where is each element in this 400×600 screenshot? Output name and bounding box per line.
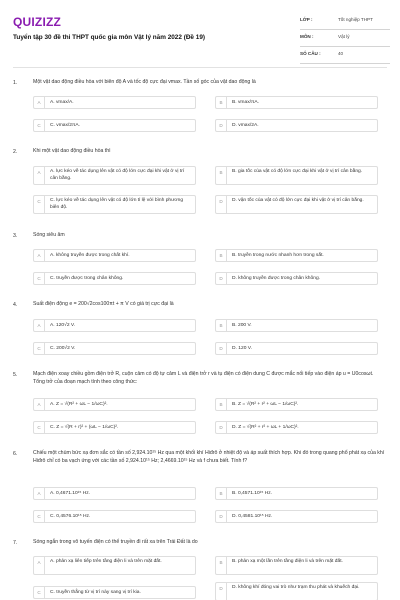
meta-value: 40 <box>338 51 344 56</box>
option-text: A. vmax/A. <box>50 100 74 105</box>
question-number: 7. <box>13 540 18 546</box>
option-text: A. lực kéo về tác dụng lên vật có độ lớn cực đại khi vật ở vị trí cân bằng. <box>50 169 185 181</box>
option-letter: B <box>216 250 227 261</box>
option-text: A. phản xạ liên tiếp trên tầng điện li và trên mặt đất. <box>50 559 162 564</box>
option-c[interactable] <box>33 272 196 285</box>
option-text: C. lực kéo về tác dụng lên vật có độ lớn tỉ lệ với bình phương biên độ. <box>50 198 184 210</box>
option-d[interactable] <box>215 510 378 523</box>
option-a[interactable] <box>33 398 196 411</box>
option-text: D. 0,4581.10¹⁵ Hz. <box>232 514 273 519</box>
option-text: D. không truyền được trong chân không. <box>232 276 321 281</box>
question-number: 1. <box>13 80 18 86</box>
option-text: B. phản xạ một lần trên tầng điện li và trên mặt đất. <box>232 559 343 564</box>
option-c[interactable] <box>33 510 196 523</box>
option-letter: B <box>216 488 227 499</box>
option-letter: A <box>34 320 45 331</box>
option-letter: D <box>216 196 227 213</box>
meta-label: LỚP : <box>300 17 313 22</box>
option-letter: D <box>216 511 227 522</box>
option-text: B. gia tốc của vật có độ lớn cực đại khi vật ở vị trí cân bằng. <box>232 169 363 174</box>
option-a[interactable] <box>33 166 196 185</box>
option-text: D. vmax/2A. <box>232 123 259 128</box>
option-a[interactable] <box>33 96 196 109</box>
option-letter: C <box>34 120 45 131</box>
question-number: 4. <box>13 302 18 308</box>
option-d[interactable] <box>215 119 378 132</box>
option-text: A. 0,4671.10¹⁵ Hz. <box>50 491 91 496</box>
option-letter: A <box>34 167 45 184</box>
question-number: 6. <box>13 451 18 457</box>
option-a[interactable] <box>33 319 196 332</box>
option-letter: B <box>216 399 227 410</box>
option-c[interactable] <box>33 119 196 132</box>
option-b[interactable] <box>215 487 378 500</box>
option-letter: C <box>34 587 45 598</box>
option-b[interactable] <box>215 319 378 332</box>
option-letter: C <box>34 196 45 213</box>
option-letter: C <box>34 511 45 522</box>
option-text: D. Z = √(R² + r² + ωL + 1/ωC)². <box>232 425 299 430</box>
option-d[interactable] <box>215 195 378 214</box>
option-letter: B <box>216 97 227 108</box>
option-text: C. 0,4576.10¹⁵ Hz. <box>50 514 91 519</box>
quizizz-logo: QUIZIZZ <box>13 15 62 29</box>
option-text: A. không truyền được trong chất khí. <box>50 253 130 258</box>
option-d[interactable] <box>215 272 378 285</box>
option-letter: C <box>34 343 45 354</box>
option-letter: A <box>34 399 45 410</box>
meta-row-subject <box>300 31 390 47</box>
option-letter: D <box>216 343 227 354</box>
option-letter: D <box>216 120 227 131</box>
question-text: Sóng siêu âm <box>33 232 65 238</box>
question-number: 2. <box>13 149 18 155</box>
option-text: B. vmax/πA. <box>232 100 260 105</box>
option-letter: A <box>34 488 45 499</box>
option-letter: C <box>34 422 45 433</box>
option-text: C. 200√2 V. <box>50 346 76 351</box>
question-number: 5. <box>13 372 18 378</box>
meta-row-question-count <box>300 48 390 64</box>
option-text: B. 0,4571.10¹⁵ Hz. <box>232 491 273 496</box>
option-text: B. truyền trong nước nhanh hơn trong sắt. <box>232 253 324 258</box>
document-title: Tuyển tập 30 đề thi THPT quốc gia môn Vật lý năm 2022 (Đề 19) <box>13 34 205 41</box>
header-divider <box>13 67 387 68</box>
question-text: Suất điện động e = 200√2cos100πt + π V có giá trị cực đại là <box>33 301 174 307</box>
option-text: A. Z = √(R² + ωL − 1/ωC)². <box>50 402 108 407</box>
option-letter: A <box>34 557 45 574</box>
option-c[interactable] <box>33 342 196 355</box>
option-b[interactable] <box>215 166 378 185</box>
option-text: D. 120 V. <box>232 346 252 351</box>
option-a[interactable] <box>33 556 196 575</box>
option-letter: A <box>34 250 45 261</box>
question-text: Sóng ngắn trong vô tuyến điện có thể truyền đi rất xa trên Trái Đất là do <box>33 539 198 545</box>
option-c[interactable] <box>33 195 196 214</box>
option-a[interactable] <box>33 249 196 262</box>
option-d[interactable] <box>215 342 378 355</box>
option-text: A. 120√2 V. <box>50 323 76 328</box>
option-letter: C <box>34 273 45 284</box>
question-text: Chiếu một chùm bức xạ đơn sắc có tần số 2,924.10¹⁵ Hz qua một khối khí Hiđrô ở nhiệt độ và áp suất thích hợp. Khi đó trong quang phổ phát xạ của khí Hiđrô chỉ có ba vạch ứng với các tần số 2,924.10¹⁵ Hz; 2,4669.10¹⁵ Hz và f chưa biết. Tính f? <box>33 450 385 464</box>
question-text: Khi một vật dao động điều hòa thì <box>33 148 111 154</box>
worksheet-header <box>0 0 400 62</box>
meta-table <box>300 14 390 65</box>
option-b[interactable] <box>215 249 378 262</box>
option-b[interactable] <box>215 96 378 109</box>
option-letter: B <box>216 557 227 574</box>
option-d[interactable] <box>215 582 378 600</box>
option-a[interactable] <box>33 487 196 500</box>
meta-label: SỐ CÂU : <box>300 51 321 56</box>
option-text: D. không khí đóng vai trò như trạm thu phát và khuếch đại. <box>232 585 360 590</box>
option-text: C. Z = √(R + r)² + (ωL − 1/ωC)². <box>50 425 119 430</box>
question-text: Mạch điện xoay chiều gồm điện trở R, cuộn cảm có độ tự cảm L và điện trở r và tụ điện có điện dung C được mắc nối tiếp vào điện áp u = U0cosωt. Tổng trở của đoạn mạch tính theo công thức: <box>33 371 374 385</box>
option-letter: B <box>216 320 227 331</box>
question-text: Một vật dao động điều hòa với biên độ A và tốc độ cực đại vmax. Tần số góc của vật dao động là <box>33 79 256 85</box>
option-letter: B <box>216 167 227 184</box>
option-text: D. vận tốc của vật có độ lớn cực đại khi vật ở vị trí cân bằng. <box>232 198 364 203</box>
option-letter: D <box>216 583 227 600</box>
option-letter: D <box>216 273 227 284</box>
meta-label: MÔN : <box>300 34 314 39</box>
option-letter: A <box>34 97 45 108</box>
option-text: C. truyền thẳng từ vị trí này sang vị trí kia. <box>50 590 141 595</box>
meta-value: Tốt nghiệp THPT <box>338 17 373 22</box>
option-c[interactable] <box>33 421 196 434</box>
meta-value: Vật lý <box>338 34 350 39</box>
option-text: B. Z = √(R² + r² + ωL − 1/ωC)². <box>232 402 299 407</box>
option-d[interactable] <box>215 421 378 434</box>
option-text: C. truyền được trong chân không. <box>50 276 124 281</box>
option-text: B. 200 V. <box>232 323 252 328</box>
option-b[interactable] <box>215 556 378 575</box>
option-text: C. vmax/2πA. <box>50 123 81 128</box>
option-letter: D <box>216 422 227 433</box>
meta-row-class <box>300 14 390 30</box>
option-b[interactable] <box>215 398 378 411</box>
question-number: 3. <box>13 233 18 239</box>
option-c[interactable] <box>33 586 196 599</box>
